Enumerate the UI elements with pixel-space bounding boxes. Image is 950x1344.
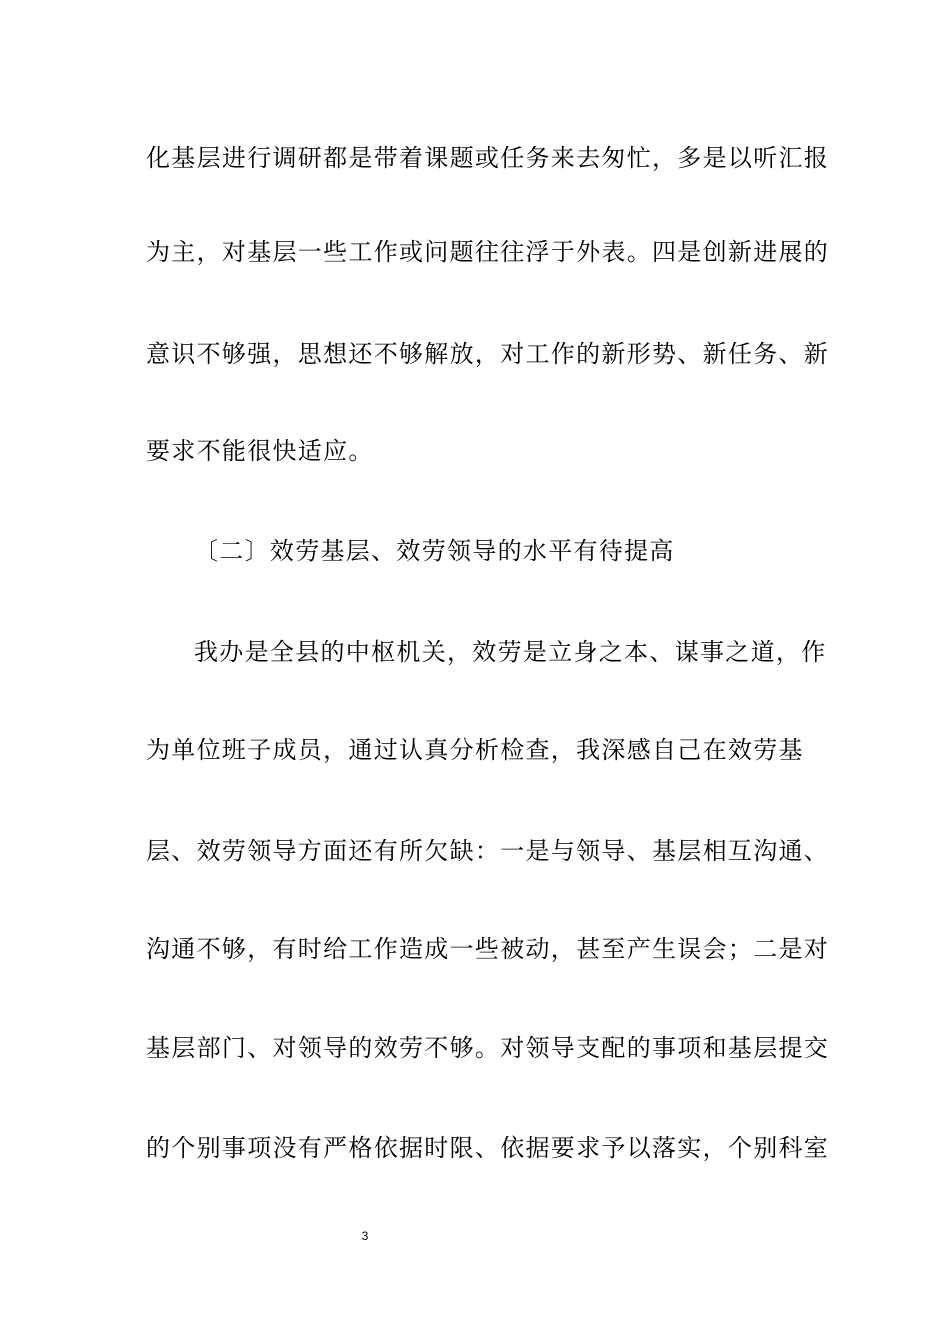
paragraph-line: 为单位班子成员，通过认真分析检查，我深感自己在效劳基 (146, 736, 804, 764)
paragraph-line: 沟通不够，有时给工作造成一些被动，甚至产生误会；二是对 (146, 935, 830, 963)
paragraph-line: 为主，对基层一些工作或问题往往浮于外表。四是创新进展的 (146, 238, 830, 266)
section-heading: 〔二〕效劳基层、效劳领导的水平有待提高 (194, 537, 675, 565)
paragraph-line: 的个别事项没有严格依据时限、依据要求予以落实，个别科室 (146, 1134, 830, 1162)
paragraph-line: 意识不够强，思想还不够解放，对工作的新形势、新任务、新 (146, 340, 830, 368)
page-number: 3 (361, 1229, 369, 1243)
paragraph-line: 我办是全县的中枢机关，效劳是立身之本、谋事之道，作 (194, 638, 827, 666)
paragraph-line: 基层部门、对领导的效劳不够。对领导支配的事项和基层提交 (146, 1034, 830, 1062)
paragraph-line: 层、效劳领导方面还有所欠缺：一是与领导、基层相互沟通、 (146, 837, 830, 865)
paragraph-line: 化基层进行调研都是带着课题或任务来去匆忙，多是以听汇报 (146, 144, 830, 172)
paragraph-line: 要求不能很快适应。 (146, 437, 374, 465)
